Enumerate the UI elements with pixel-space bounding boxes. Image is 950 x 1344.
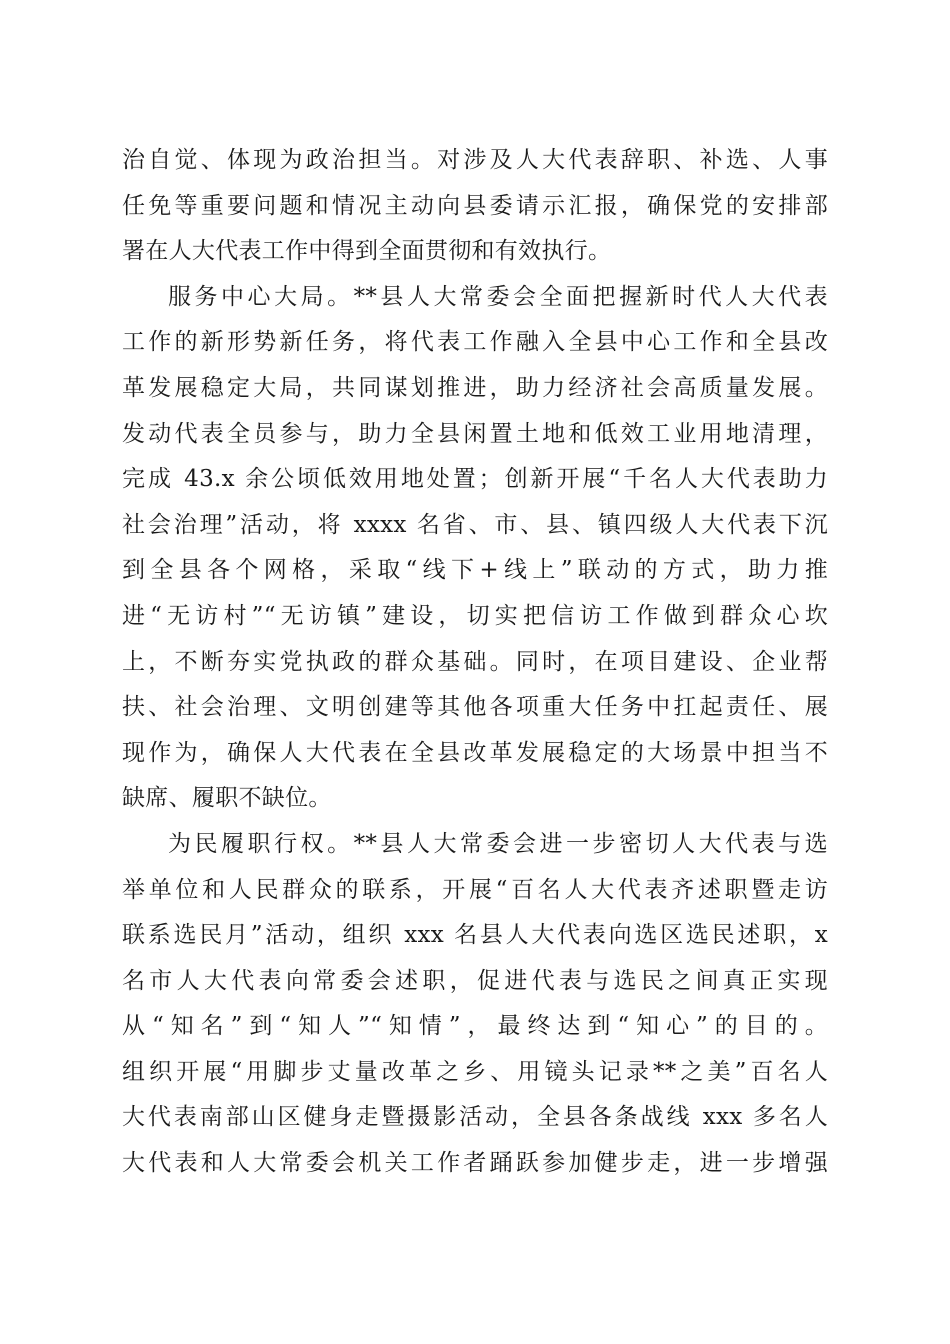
text-line: 革发展稳定大局，共同谋划推进，助力经济社会高质量发展。	[122, 374, 828, 401]
text-line: 缺席、履职不缺位。	[122, 785, 332, 812]
paragraph	[122, 275, 828, 822]
text-line: 上，不断夯实党执政的群众基础。同时，在项目建设、企业帮	[122, 648, 828, 675]
text-line: 现作为，确保人大代表在全县改革发展稳定的大场景中担当不	[122, 739, 828, 766]
text-line: 大代表南部山区健身走暨摄影活动，全县各条战线 xxx 多名人	[122, 1104, 828, 1131]
document-page	[122, 138, 828, 1187]
text-line: 任免等重要问题和情况主动向县委请示汇报，确保党的安排部	[122, 192, 828, 219]
text-line: 社会治理”活动，将 xxxx 名省、市、县、镇四级人大代表下沉	[122, 511, 828, 538]
text-line: 发动代表全员参与，助力全县闲置土地和低效工业用地清理，	[122, 420, 828, 447]
paragraph-heading-line: 为民履职行权。**县人大常委会进一步密切人大代表与选	[168, 830, 828, 857]
text-line: 工作的新形势新任务，将代表工作融入全县中心工作和全县改	[122, 329, 828, 356]
text-line: 组织开展“用脚步丈量改革之乡、用镜头记录**之美”百名人	[122, 1058, 828, 1085]
text-line: 到全县各个网格，采取“线下+线上”联动的方式，助力推	[122, 557, 828, 584]
text-line: 治自觉、体现为政治担当。对涉及人大代表辞职、补选、人事	[122, 147, 828, 173]
text-line: 联系选民月”活动，组织 xxx 名县人大代表向选区选民述职，x	[122, 922, 828, 949]
paragraph-heading-line: 服务中心大局。**县人大常委会全面把握新时代人大代表	[168, 283, 828, 310]
text-line: 署在人大代表工作中得到全面贯彻和有效执行。	[122, 238, 612, 265]
text-line: 大代表和人大常委会机关工作者踊跃参加健步走，进一步增强	[122, 1150, 828, 1177]
paragraph	[122, 138, 828, 275]
text-line: 举单位和人民群众的联系，开展“百名人大代表齐述职暨走访	[122, 876, 828, 903]
text-line: 从“知名”到“知人”“知情”，最终达到“知心”的目的。	[122, 1013, 828, 1040]
paragraph	[122, 822, 828, 1187]
text-line: 名市人大代表向常委会述职，促进代表与选民之间真正实现	[122, 967, 828, 994]
text-line: 完成 43.x 余公顷低效用地处置；创新开展“千名人大代表助力	[122, 466, 828, 493]
text-line: 扶、社会治理、文明创建等其他各项重大任务中扛起责任、展	[122, 694, 828, 721]
text-line: 进“无访村”“无访镇”建设，切实把信访工作做到群众心坎	[122, 602, 828, 629]
